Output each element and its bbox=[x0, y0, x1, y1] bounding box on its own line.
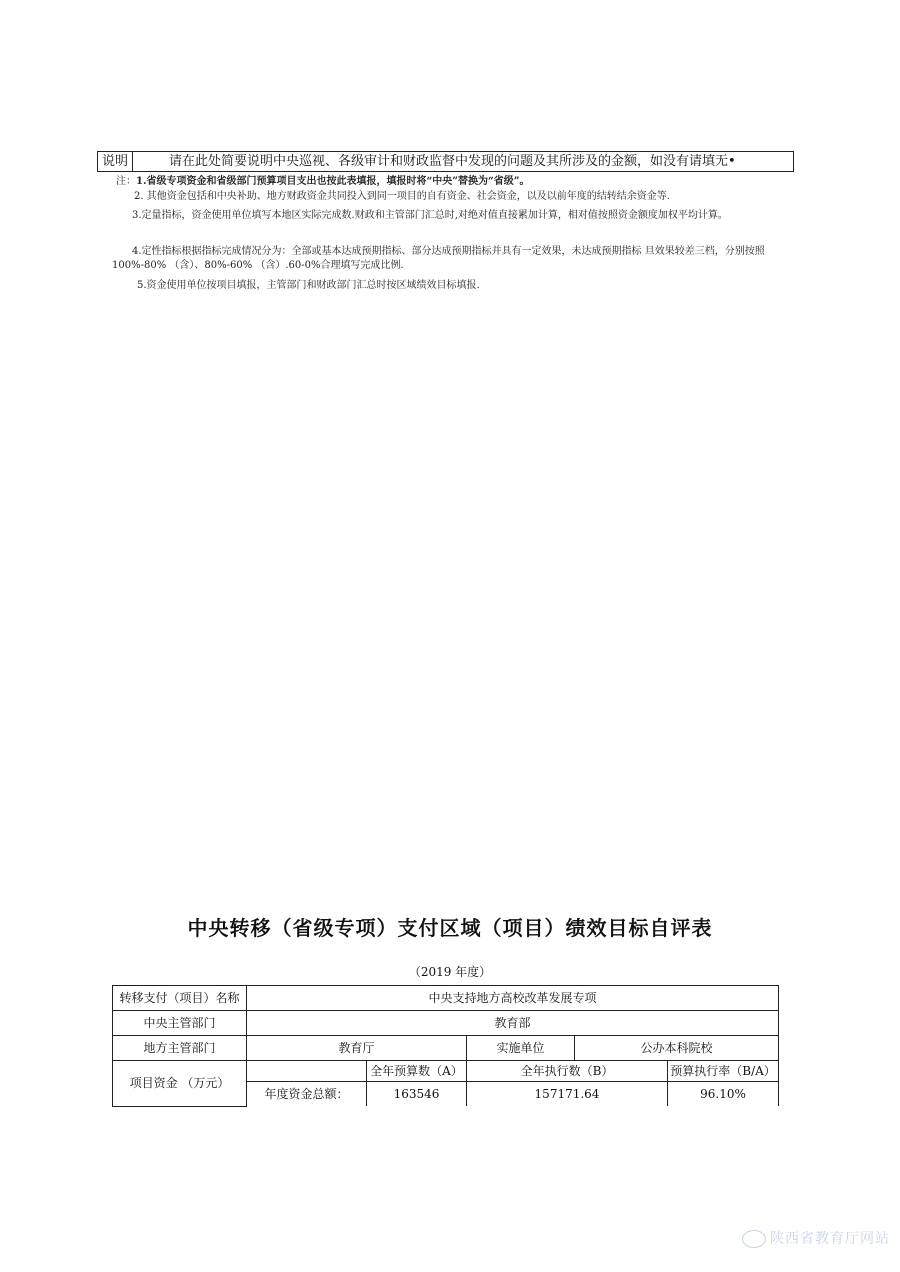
total-rate: 96.10% bbox=[668, 1082, 779, 1107]
total-exec: 157171.64 bbox=[467, 1082, 668, 1107]
table-row bbox=[113, 1036, 779, 1061]
central-dept-label: 中央主管部门 bbox=[113, 1011, 247, 1036]
note-prefix: 注： bbox=[116, 176, 136, 187]
note-1 bbox=[116, 175, 529, 189]
emblem-icon bbox=[742, 1230, 766, 1248]
note-1-text: 1.省级专项资金和省级部门预算项目支出也按此表填报，填报时将“中央”替换为“省级”。 bbox=[136, 176, 530, 187]
total-label: 年度资金总额： bbox=[247, 1082, 367, 1107]
note-3: 3.定量指标，资金使用单位填写本地区实际完成数.财政和主管部门汇总时,对绝对值直接累加计算，相对值按照资金额度加权平均计算。 bbox=[132, 210, 728, 221]
project-name-label: 转移支付（项目）名称 bbox=[113, 986, 247, 1011]
watermark bbox=[742, 1228, 890, 1248]
watermark-text: 陕西省教育厅网站 bbox=[770, 1231, 890, 1247]
local-dept-label: 地方主管部门 bbox=[113, 1036, 247, 1061]
col-exec-header: 全年执行数（B） bbox=[467, 1061, 668, 1082]
col-budget-header: 全年预算数（A） bbox=[367, 1061, 467, 1082]
note-5: 5.资金使用单位按项目填报，主管部门和财政部门汇总时按区域绩效目标填报. bbox=[137, 280, 480, 291]
impl-unit-value: 公办本科院校 bbox=[575, 1036, 779, 1061]
central-dept-value: 教育部 bbox=[247, 1011, 779, 1036]
table-row bbox=[113, 1061, 779, 1082]
col-rate-header: 预算执行率（B/A） bbox=[668, 1061, 779, 1082]
explanation-text: 请在此处简要说明中央巡视、各级审计和财政监督中发现的问题及其所涉及的金额，如没有请填无• bbox=[169, 154, 736, 169]
total-budget: 163546 bbox=[367, 1082, 467, 1107]
form-title: 中央转移（省级专项）支付区域（项目）绩效目标自评表 bbox=[187, 916, 713, 940]
table-row bbox=[113, 986, 779, 1011]
funds-label: 项目资金 （万元） bbox=[113, 1061, 247, 1107]
local-dept-value: 教育厅 bbox=[247, 1036, 467, 1061]
impl-unit-label: 实施单位 bbox=[467, 1036, 575, 1061]
note-4: 4.定性指标根据指标完成情况分为：全部或基本达成预期指标、部分达成预期指标并具有一定效果，未达成预期指标 旦效果较差三档，分别按照 100%-80% （含）、80%-60% （含）.60-0%合理填写完成比例. bbox=[112, 246, 765, 271]
note-2: 2. 其他资金包括和中央补助、地方财政资金共同投入到同一项目的自有资金、社会资金，以及以前年度的结转结余资金等. bbox=[134, 191, 670, 202]
project-name-value: 中央支持地方高校改革发展专项 bbox=[247, 986, 779, 1011]
table-row bbox=[113, 1011, 779, 1036]
form-year: （2019 年度） bbox=[408, 965, 492, 979]
evaluation-table bbox=[112, 985, 779, 1107]
explanation-row bbox=[97, 151, 794, 172]
funds-header-blank bbox=[247, 1061, 367, 1082]
explanation-label: 说明 bbox=[98, 152, 133, 171]
